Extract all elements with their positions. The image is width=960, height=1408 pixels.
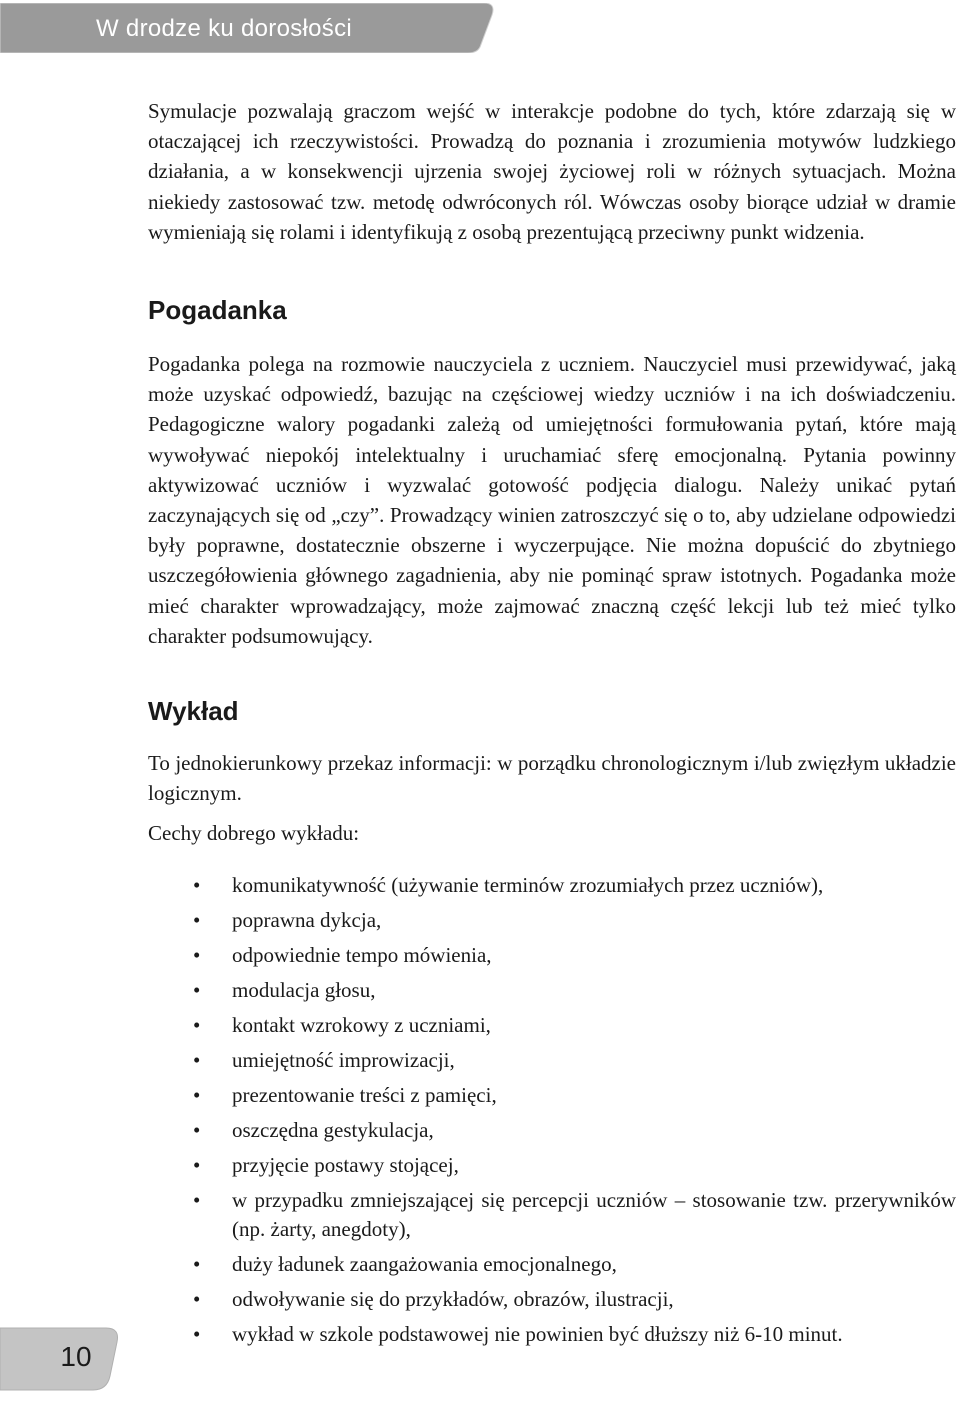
list-item-text: prezentowanie treści z pamięci, <box>232 1082 497 1107</box>
list-item-text: oszczędna gestykulacja, <box>232 1117 434 1142</box>
list-item-text: odpowiednie tempo mówienia, <box>232 942 492 967</box>
list-item <box>0 1320 956 1349</box>
list-item-text: wykład w szkole podstawowej nie powinien być dłuższy niż 6-10 minut. <box>232 1321 843 1346</box>
list-item-text: przyjęcie postawy stojącej, <box>232 1152 459 1177</box>
list-item <box>0 1186 956 1244</box>
bullet-icon: • <box>193 872 201 897</box>
list-item-text: kontakt wzrokowy z uczniami, <box>232 1012 491 1037</box>
list-item-text: modulacja głosu, <box>232 977 376 1002</box>
bullet-icon: • <box>193 1117 201 1142</box>
list-item <box>0 941 956 970</box>
bullet-icon: • <box>193 1152 201 1177</box>
pogadanka-paragraph: Pogadanka polega na rozmowie nauczyciela z uczniem. Nauczyciel musi przewidywać, jaką może uzyskać odpowiedź, bazując na częściowej wiedzy uczniów i na ich doświadczeniu. Pedagogiczne walory pogadanki zależą od umiejętności formułowania pytań, które mają wywoływać niepokój intelektualny i uruchamiać sferę emocjonalną. Pytania powinny aktywizować uczniów i wyzwalać gotowość podjęcia dialogu. Należy unikać pytań zaczynających się od „czy”. Prowadzący winien zatroszczyć się o to, aby udzielane odpowiedzi były poprawne, dostatecznie obszerne i wyczerpujące. Nie można dopuścić do zbytniego uszczegółowienia głównego zagadnienia, aby nie pominąć spraw istotnych. Pogadanka może mieć charakter wprowadzający, może zajmować znaczną część lekcji lub też mieć tylko charakter podsumowujący. <box>148 352 956 648</box>
chapter-header-bar <box>0 3 500 53</box>
chapter-title: W drodze ku dorosłości <box>96 15 353 42</box>
list-item <box>0 1116 956 1145</box>
bullet-icon: • <box>193 1286 201 1311</box>
list-item-text: odwoływanie się do przykładów, obrazów, ilustracji, <box>232 1286 674 1311</box>
list-item-text: umiejętność improwizacji, <box>232 1047 455 1072</box>
wyklad-paragraph: To jednokierunkowy przekaz informacji: w porządku chronologicznym i/lub zwięzłym układzie logicznym. <box>148 751 956 806</box>
list-item-text: komunikatywność (używanie terminów zrozumiałych przez uczniów), <box>232 872 824 897</box>
bullet-icon: • <box>193 977 201 1002</box>
list-item <box>0 906 956 935</box>
bullet-icon: • <box>193 1251 201 1276</box>
bullet-icon: • <box>193 1321 201 1346</box>
section-heading-wyklad: Wykład <box>148 696 239 727</box>
section-heading-pogadanka: Pogadanka <box>148 295 287 326</box>
bullet-icon: • <box>193 907 201 932</box>
page-content <box>148 96 956 1355</box>
bullet-icon: • <box>193 1187 201 1212</box>
list-item-text: poprawna dykcja, <box>232 907 382 932</box>
bullet-icon: • <box>193 1082 201 1107</box>
page-number: 10 <box>60 1341 92 1372</box>
wyklad-features-list <box>148 871 956 1349</box>
list-item-text: w przypadku zmniejszającej się percepcji uczniów – stosowanie tzw. przerywników (np. żarty, anegdoty), <box>232 1187 956 1241</box>
intro-paragraph: Symulacje pozwalają graczom wejść w interakcje podobne do tych, które zdarzają się w otaczającej ich rzeczywistości. Prowadzą do poznania i zrozumienia motywów ludzkiego działania, a w konsekwencji ujrzenia swojej życiowej roli w różnych sytuacjach. Można niekiedy zastosować tzw. metodę odwróconych ról. Wówczas osoby biorące udział w dramie wymieniają się rolami i identyfikują z osobą prezentującą przeciwny punkt widzenia. <box>148 99 956 244</box>
list-item <box>0 976 956 1005</box>
list-item <box>0 1081 956 1110</box>
bullet-icon: • <box>193 1047 201 1072</box>
list-item-text: duży ładunek zaangażowania emocjonalnego, <box>232 1251 617 1276</box>
list-item <box>0 1285 956 1314</box>
list-item <box>0 1250 956 1279</box>
bullet-icon: • <box>193 1012 201 1037</box>
list-item <box>0 1011 956 1040</box>
bullet-icon: • <box>193 942 201 967</box>
list-item <box>0 1046 956 1075</box>
wyklad-features-lead: Cechy dobrego wykładu: <box>148 821 360 846</box>
list-item <box>0 871 956 900</box>
list-item <box>0 1151 956 1180</box>
